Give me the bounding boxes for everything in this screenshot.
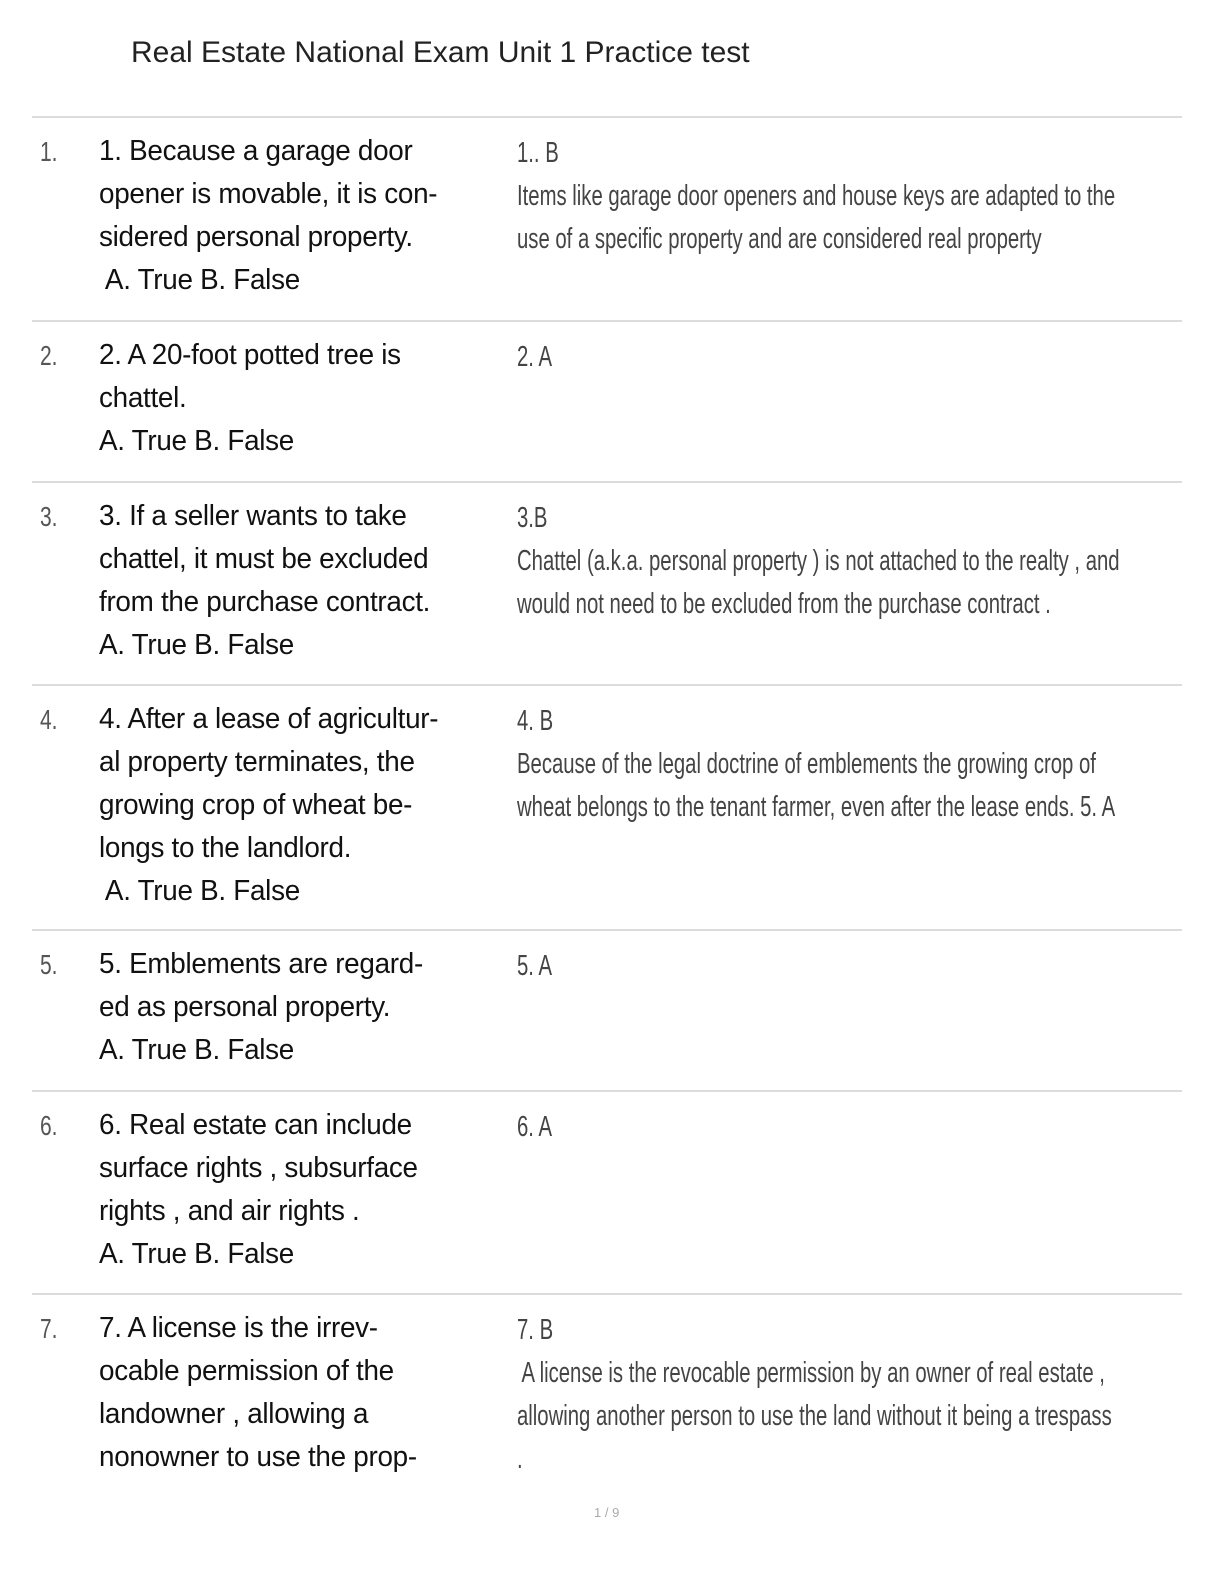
question-text: 3. If a seller wants to take chattel, it must be excluded from the purchase contract. A. True B. False bbox=[99, 500, 431, 661]
answer-text: 2. A bbox=[517, 341, 552, 373]
question-list bbox=[32, 116, 1182, 1495]
question-text: 2. A 20-foot potted tree is chattel. A. True B. False bbox=[99, 339, 401, 457]
answer-text: 4. B Because of the legal doctrine of emblements the growing crop of wheat belongs to the tenant farmer, even after the lease ends. 5. A bbox=[517, 705, 1116, 823]
answer-text: 7. B A license is the revocable permission by an owner of real estate , allowing another person to use the land without it being a trespass . bbox=[517, 1314, 1112, 1475]
list-item bbox=[32, 1090, 1182, 1293]
item-number: 6. bbox=[40, 1110, 58, 1141]
list-item bbox=[32, 684, 1182, 929]
item-number: 5. bbox=[40, 949, 58, 980]
list-item bbox=[32, 929, 1182, 1090]
page-number: 1 / 9 bbox=[594, 1505, 620, 1520]
answer-text: 5. A bbox=[517, 950, 552, 982]
list-item bbox=[32, 320, 1182, 481]
question-text: 7. A license is the irrev- ocable permission of the landowner , allowing a nonowner to use the prop- bbox=[99, 1312, 417, 1473]
item-number: 1. bbox=[40, 136, 58, 167]
answer-text: 3.B Chattel (a.k.a. personal property ) is not attached to the realty , and would not need to be excluded from the purchase contract . bbox=[517, 502, 1120, 620]
item-number: 7. bbox=[40, 1313, 58, 1344]
page-title: Real Estate National Exam Unit 1 Practice test bbox=[131, 36, 750, 69]
list-item bbox=[32, 481, 1182, 684]
question-text: 1. Because a garage door opener is movable, it is con- sidered personal property. A. True B. False bbox=[99, 135, 438, 296]
list-item bbox=[32, 116, 1182, 320]
list-item bbox=[32, 1293, 1182, 1495]
question-text: 6. Real estate can include surface rights , subsurface rights , and air rights . A. True B. False bbox=[99, 1109, 418, 1270]
question-text: 4. After a lease of agricultur- al property terminates, the growing crop of wheat be- longs to the landlord. A. True B. False bbox=[99, 703, 439, 907]
question-text: 5. Emblements are regard- ed as personal property. A. True B. False bbox=[99, 948, 423, 1066]
item-number: 3. bbox=[40, 501, 58, 532]
item-number: 2. bbox=[40, 340, 58, 371]
answer-text: 1.. B Items like garage door openers and house keys are adapted to the use of a specific property and are considered real property bbox=[517, 137, 1116, 255]
answer-text: 6. A bbox=[517, 1111, 552, 1143]
item-number: 4. bbox=[40, 704, 58, 735]
